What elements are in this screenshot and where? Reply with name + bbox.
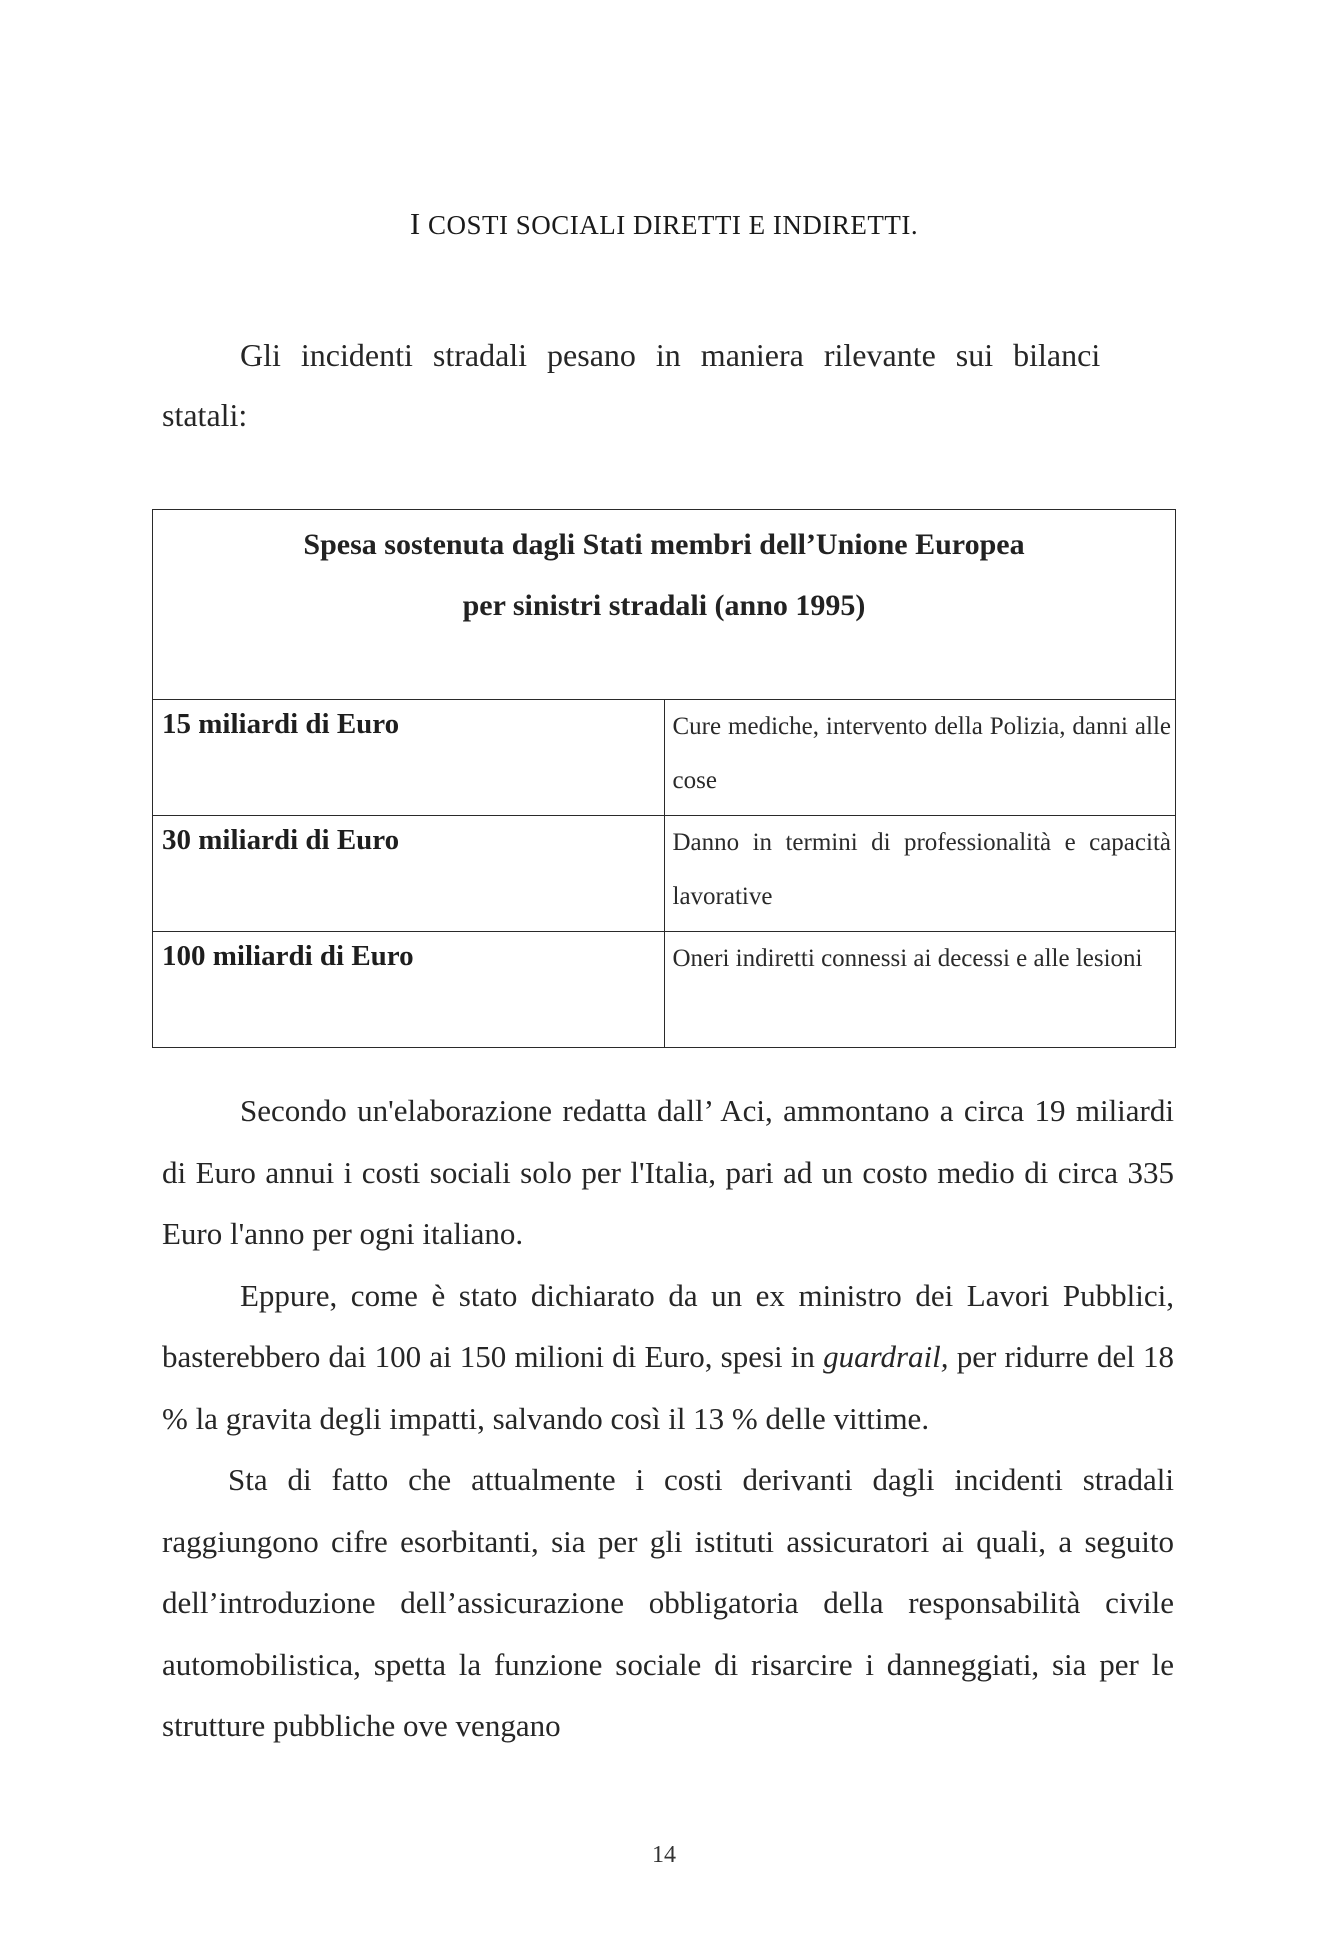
guardrail-term: guardrail, bbox=[823, 1339, 949, 1374]
heading-text: COSTI SOCIALI DIRETTI E INDIRETTI. bbox=[427, 210, 919, 240]
table-caption-row bbox=[153, 510, 1176, 700]
description-cell: Danno in termini di professionalità e capacità lavorative bbox=[664, 816, 1176, 932]
page-number: 14 bbox=[652, 1842, 676, 1868]
table-caption bbox=[153, 510, 1176, 700]
intro-paragraph bbox=[162, 325, 1174, 445]
table-row bbox=[153, 816, 1176, 932]
table-caption-line-1: Spesa sostenuta dagli Stati membri dell’Unione Europea bbox=[303, 528, 1025, 561]
intro-line-1: Gli incidenti stradali pesano in maniera rilevante sui bilanci bbox=[240, 337, 1101, 373]
amount-cell: 30 miliardi di Euro bbox=[153, 816, 665, 932]
table-caption-line-2: per sinistri stradali (anno 1995) bbox=[462, 589, 866, 622]
description-cell: Oneri indiretti connessi ai decessi e alle lesioni bbox=[664, 932, 1176, 1048]
heading-initial: I bbox=[409, 206, 421, 241]
paragraph-guardrail-start: Eppure, come è stato dichiarato da un ex ministro dei Lavori Pubblici, basterebbero dai 100 ai 150 milioni di Euro, spesi in bbox=[162, 1277, 1174, 1374]
paragraph-guardrail-end: per ridurre del 18 % la gravita degli impatti, salvando così il 13 % delle vittime. bbox=[162, 1339, 1174, 1436]
description-cell: Cure mediche, intervento della Polizia, danni alle cose bbox=[664, 700, 1176, 816]
paragraph-aci: Secondo un'elaborazione redatta dall’ Aci, ammontano a circa 19 miliardi di Euro annui i costi sociali solo per l'Italia, pari ad un costo medio di circa 335 Euro l'anno per ogni italiano. bbox=[162, 1093, 1174, 1251]
amount-cell: 100 miliardi di Euro bbox=[153, 932, 665, 1048]
body-text bbox=[162, 1080, 1174, 1757]
table-row bbox=[153, 932, 1176, 1048]
table-row bbox=[153, 700, 1176, 816]
amount-cell: 15 miliardi di Euro bbox=[153, 700, 665, 816]
intro-line-2: statali: bbox=[162, 397, 248, 433]
paragraph-costs: Sta di fatto che attualmente i costi derivanti dagli incidenti stradali raggiungono cifre esorbitanti, sia per gli istituti assicuratori ai quali, a seguito dell’introduzione dell’assicurazione obbligatoria della responsabilità civile automobilistica, spetta la funzione sociale di risarcire i danneggiati, sia per le strutture pubbliche ove vengano bbox=[162, 1462, 1174, 1743]
expense-table bbox=[152, 509, 1176, 1048]
paragraph-guardrail bbox=[162, 1265, 1174, 1450]
section-heading bbox=[0, 206, 1328, 242]
